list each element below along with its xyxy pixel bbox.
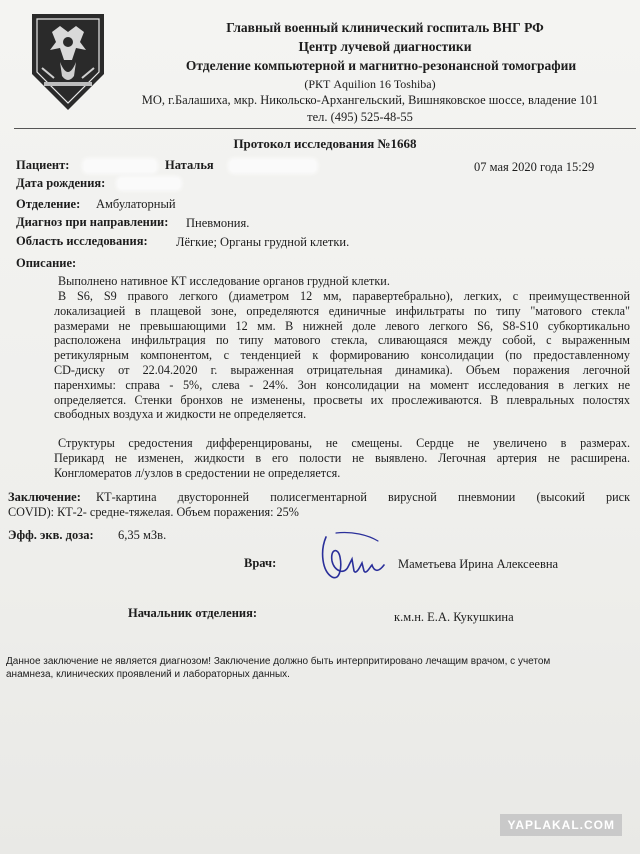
header-divider	[14, 128, 636, 129]
header-department-name: Отделение компьютерной и магнитно-резонансной томографии	[185, 58, 577, 73]
conclusion-label: Заключение:	[8, 490, 81, 504]
text-line: Структуры средостения дифференцированы, не смещены. Сердце не увеличено в размерах.	[58, 436, 630, 450]
header-center-name: Центр лучевой диагностики	[298, 39, 472, 54]
head-of-department-name: к.м.н. Е.А. Кукушкина	[394, 610, 514, 624]
text-line: расположена инфильтрация по типу матового стекла, сливающаяся между собой, с выраженным	[54, 333, 630, 348]
patient-label: Пациент:	[16, 158, 70, 172]
dob-label: Дата рождения:	[16, 176, 106, 190]
description-label: Описание:	[16, 256, 77, 270]
redacted-dob	[118, 178, 180, 189]
department-value: Амбулаторный	[96, 197, 176, 211]
patient-first-name: Наталья	[165, 158, 214, 172]
doctor-signature	[312, 527, 392, 585]
text-line: локализацией в плащевой зоне, определяются единичные инфильтраты по типу "матового стекла"	[54, 303, 630, 318]
referral-diagnosis-label: Диагноз при направлении:	[16, 215, 169, 229]
conclusion-text: КТ-картина двусторонней полисегментарной вирусной пневмонии (высокий риск	[96, 490, 630, 504]
header-phone: тел. (495) 525-48-55	[307, 110, 413, 124]
protocol-title: Протокол исследования №1668	[233, 136, 417, 151]
text-line: паренхимы: справа - 5%, слева - 24%. Зон консолидации на момент исследования в легких не	[54, 377, 630, 392]
text-line: размерами не превышающими 12 мм. В нижней доле левого легкого S6, S8-S10 субкортикально	[54, 318, 630, 333]
doctor-name: Маметьева Ирина Алексеевна	[398, 557, 559, 571]
referral-diagnosis-value: Пневмония.	[186, 216, 250, 230]
header-equipment: (РКТ Aquilion 16 Toshiba)	[304, 77, 436, 91]
head-of-department-label: Начальник отделения:	[128, 606, 258, 620]
conclusion-text: COVID): КТ-2- средне-тяжелая. Объем поражения: 25%	[8, 505, 299, 519]
dose-value: 6,35 мЗв.	[118, 528, 167, 542]
text-line: ретикулярным компонентом, с тенденцией к формированию консолидации (по предоставленному	[54, 348, 630, 363]
disclaimer-line: анамнеза, клинических проявлений и лабораторных данных.	[6, 669, 290, 680]
header-hospital-name: Главный военный клинический госпиталь ВНГ РФ	[226, 20, 544, 35]
report-datetime: 07 мая 2020 года 15:29	[474, 160, 595, 174]
exam-area-value: Лёгкие; Органы грудной клетки.	[176, 235, 350, 249]
text-line: CD-диску от 22.04.2020 г. выраженная отрицательная динамика). Объем поражения легочной	[54, 362, 630, 377]
header-address: МО, г.Балашиха, мкр. Никольско-Архангельский, Вишняковское шоссе, владение 101	[141, 93, 599, 107]
hospital-emblem-logo	[30, 12, 106, 112]
text-line: свободных воздуха и жидкости не определяется.	[54, 407, 307, 422]
text-line: определяется. Стенки бронхов не изменены, просветы их прослеживаются. В плевральных полостях	[54, 392, 630, 407]
disclaimer-line: Данное заключение не является диагнозом! Заключение должно быть интерпритировано лечащим врачом, с учетом	[6, 656, 551, 667]
redacted-patronymic	[230, 160, 316, 172]
text-line: Выполнено нативное КТ исследование органов грудной клетки.	[58, 274, 390, 288]
department-label: Отделение:	[16, 197, 81, 211]
dose-label: Эфф. экв. доза:	[8, 528, 94, 542]
description-paragraph-2	[54, 289, 630, 422]
description-paragraph-3	[54, 436, 630, 480]
site-watermark: YAPLAKAL.COM	[500, 814, 622, 836]
conclusion-text-line-1-wrap	[96, 490, 630, 505]
exam-area-label: Область исследования:	[16, 234, 148, 248]
text-line: Конгломератов л/узлов в средостении не определяется.	[54, 465, 341, 480]
conclusion-text-line-2-wrap	[8, 505, 608, 520]
description-paragraph-1	[58, 274, 630, 289]
redacted-surname	[84, 160, 156, 172]
disclaimer	[6, 655, 636, 681]
text-line: В S6, S9 правого легкого (диаметром 12 мм, паравертебрально), легких, с преимущественной	[58, 289, 630, 303]
doctor-label: Врач:	[244, 556, 277, 570]
text-line: Перикард не изменен, жидкости в его полости не выявлено. Легочная артерия не расширена.	[54, 450, 630, 465]
